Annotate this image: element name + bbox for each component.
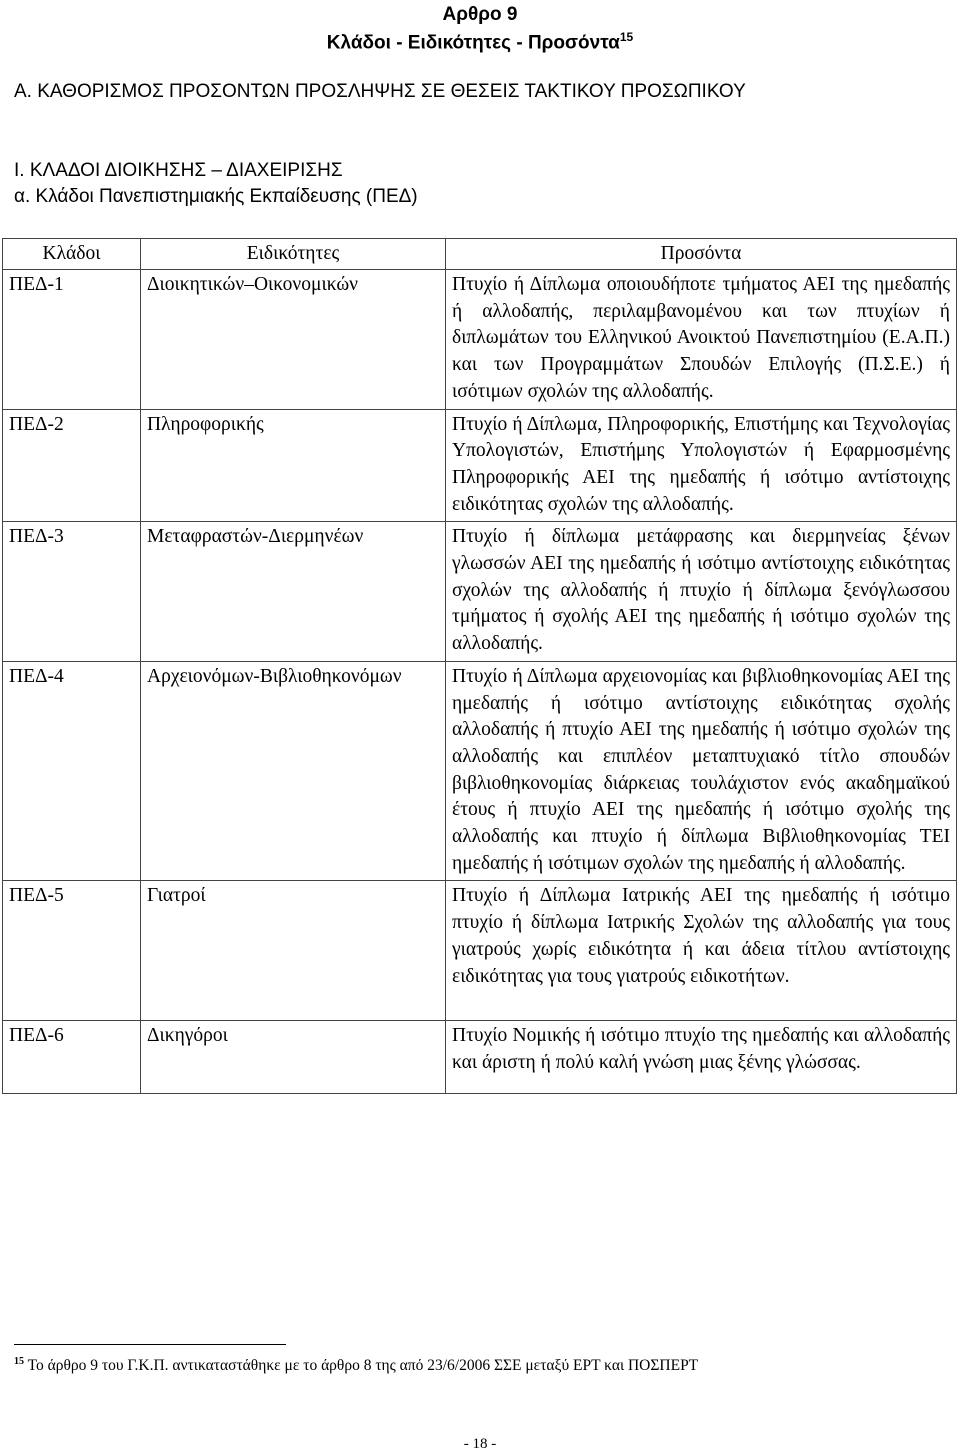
- footnote-divider: [14, 1344, 286, 1345]
- row-qualifications: Πτυχίο ή Δίπλωμα οποιουδήποτε τμήματος ΑΕΙ της ημεδαπής ή αλλοδαπής, περιλαμβανομένου και των πτυχίων ή διπλωμάτων του Ελληνικού Ανοικτού Πανεπιστημίου (Ε.Α.Π.) και των Προγραμμάτων Σπουδών Επιλογής (Π.Σ.Ε.) ή ισότιμων σχολών της αλλοδαπής.: [446, 270, 957, 410]
- table-row: [3, 522, 957, 662]
- header-qualifications: Προσόντα: [446, 239, 957, 270]
- row-code: ΠΕΔ-3: [3, 522, 141, 662]
- header-branches: Κλάδοι: [3, 239, 141, 270]
- footnote: [14, 1356, 698, 1375]
- section-alpha-heading: α. Κλάδοι Πανεπιστημιακής Εκπαίδευσης (ΠΕΔ): [14, 186, 418, 207]
- row-code: ΠΕΔ-1: [3, 270, 141, 410]
- row-qualifications: Πτυχίο ή Δίπλωμα Ιατρικής ΑΕΙ της ημεδαπής ή ισότιμο πτυχίο ή δίπλωμα Ιατρικής Σχολών της αλλοδαπής για τους γιατρούς χωρίς ειδικότητα ή και άδεια τίτλου αντίστοιχης ειδικότητας για τους γιατρούς ειδικοτήτων.: [446, 881, 957, 1021]
- row-qualifications: Πτυχίο ή Δίπλωμα αρχειονομίας και βιβλιοθηκονομίας ΑΕΙ της ημεδαπής ή ισότιμο αντίστοιχης ειδικότητας σχολής αλλοδαπής ή πτυχίο ΑΕΙ της ημεδαπής ή ισότιμο σχολών της αλλοδαπής και επιπλέον μεταπτυχιακό τίτλο σπουδών βιβλιοθηκονομίας διάρκειας τουλάχιστον ενός ακαδημαϊκού έτους ή πτυχίο ΑΕΙ της ημεδαπής ή ισότιμο σχολής της αλλοδαπής και πτυχίο ή δίπλωμα Βιβλιοθηκονομίας ΤΕΙ ημεδαπής ή ισότιμων σχολών της ημεδαπής ή αλλοδαπής.: [446, 661, 957, 881]
- row-specialty: Αρχειονόμων-Βιβλιοθηκονόμων: [141, 661, 446, 881]
- table-row: [3, 1021, 957, 1093]
- qualifications-table: [2, 238, 957, 1094]
- footnote-ref: 15: [619, 30, 634, 44]
- row-code: ΠΕΔ-4: [3, 661, 141, 881]
- row-qualifications: Πτυχίο Νομικής ή ισότιμο πτυχίο της ημεδαπής και αλλοδαπής και άριστη ή πολύ καλή γνώση μιας ξένης γλώσσας.: [446, 1021, 957, 1093]
- row-specialty: Γιατροί: [141, 881, 446, 1021]
- footnote-number: 15: [14, 1356, 24, 1367]
- row-qualifications: Πτυχίο ή δίπλωμα μετάφρασης και διερμηνείας ξένων γλωσσών ΑΕΙ της ημεδαπής ή ισότιμο αντίστοιχης ειδικότητας σχολών της αλλοδαπής ή πτυχίο ή δίπλωμα ξενόγλωσσου τμήματος ή σχολής ΑΕΙ της ημεδαπής ή ισότιμο σχολών της αλλοδαπής.: [446, 522, 957, 662]
- footnote-text: Το άρθρο 9 του Γ.Κ.Π. αντικαταστάθηκε με το άρθρο 8 της από 23/6/2006 ΣΣΕ μεταξύ ΕΡΤ και ΠΟΣΠΕΡΤ: [27, 1357, 699, 1375]
- row-specialty: Πληροφορικής: [141, 409, 446, 522]
- row-qualifications: Πτυχίο ή Δίπλωμα, Πληροφορικής, Επιστήμης και Τεχνολογίας Υπολογιστών, Επιστήμης Υπολογιστών ή Εφαρμοσμένης Πληροφορικής ΑΕΙ της ημεδαπής ή ισότιμο αντίστοιχης ειδικότητας σχολών της αλλοδαπής.: [446, 409, 957, 522]
- table-row: [3, 409, 957, 522]
- article-subtitle-text: Κλάδοι - Ειδικότητες - Προσόντα: [326, 32, 620, 54]
- table-row: [3, 661, 957, 881]
- row-code: ΠΕΔ-5: [3, 881, 141, 1021]
- article-subtitle: [0, 30, 960, 54]
- row-specialty: Δικηγόροι: [141, 1021, 446, 1093]
- table-row: [3, 881, 957, 1021]
- row-code: ΠΕΔ-2: [3, 409, 141, 522]
- table-header-row: [3, 239, 957, 270]
- section-a-heading: Α. ΚΑΘΟΡΙΣΜΟΣ ΠΡΟΣΟΝΤΩΝ ΠΡΟΣΛΗΨΗΣ ΣΕ ΘΕΣΕΙΣ ΤΑΚΤΙΚΟΥ ΠΡΟΣΩΠΙΚΟΥ: [14, 81, 746, 102]
- page-number: - 18 -: [463, 1436, 497, 1452]
- article-title: Αρθρο 9: [442, 4, 518, 25]
- row-specialty: Διοικητικών–Οικονομικών: [141, 270, 446, 410]
- section-i-heading: Ι. ΚΛΑΔΟΙ ΔΙΟΙΚΗΣΗΣ – ΔΙΑΧΕΙΡΙΣΗΣ: [14, 160, 343, 181]
- row-specialty: Μεταφραστών-Διερμηνέων: [141, 522, 446, 662]
- header-specialties: Ειδικότητες: [141, 239, 446, 270]
- table-row: [3, 270, 957, 410]
- row-code: ΠΕΔ-6: [3, 1021, 141, 1093]
